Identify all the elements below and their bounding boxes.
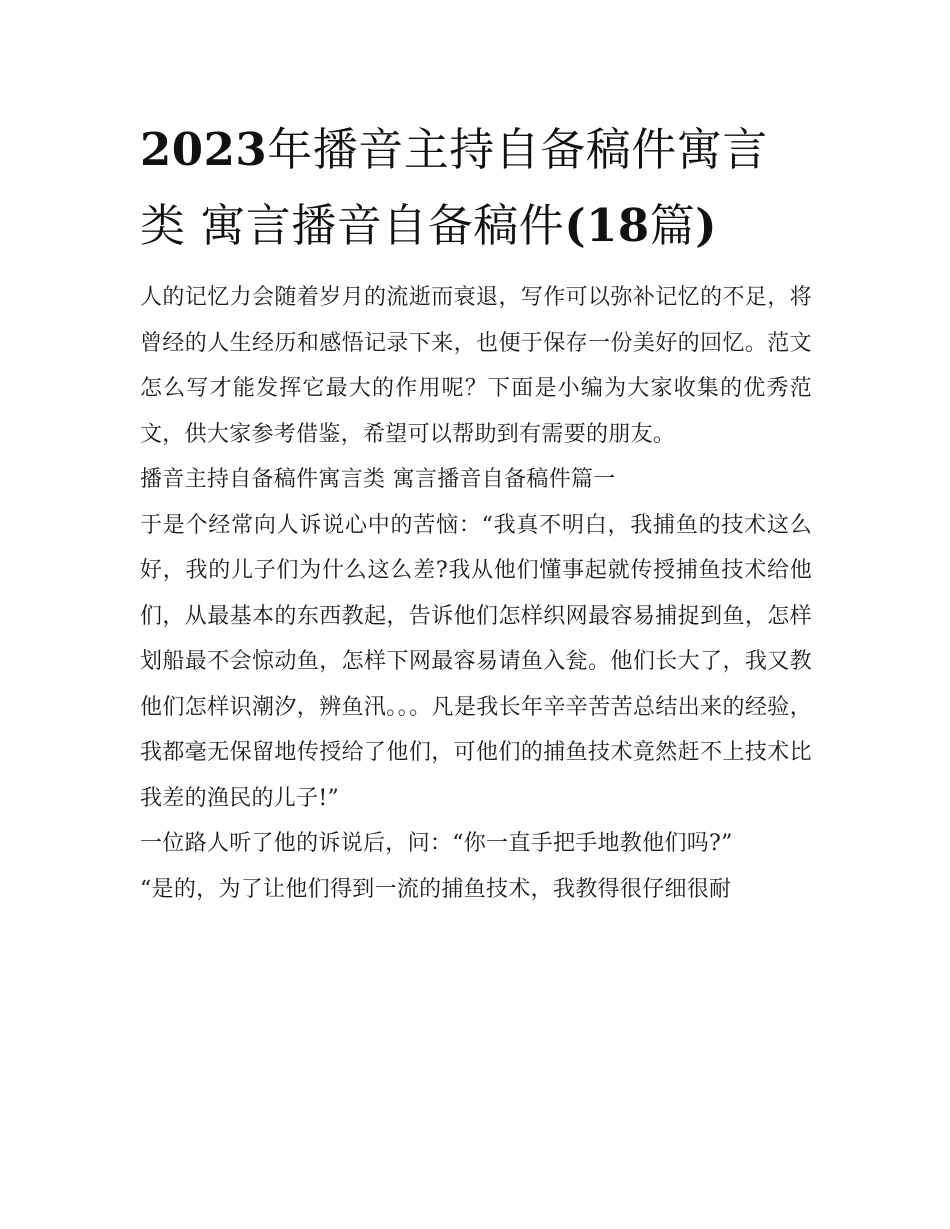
intro-paragraph: 人的记忆力会随着岁月的流逝而衰退，写作可以弥补记忆的不足，将曾经的人生经历和感悟记录下来，也便于保存一份美好的回忆。范文怎么写才能发挥它最大的作用呢？下面是小编为大家收集的优秀范文，供大家参考借鉴，希望可以帮助到有需要的朋友。 bbox=[140, 285, 812, 447]
section-heading: 播音主持自备稿件寓言类 寓言播音自备稿件篇一 bbox=[140, 467, 616, 492]
document-title bbox=[140, 112, 812, 264]
title-part: 篇 bbox=[649, 199, 696, 252]
body-paragraph: “是的，为了让他们得到一流的捕鱼技术，我教得很仔细很耐 bbox=[140, 876, 732, 902]
body-paragraph: 一位路人听了他的诉说后，问：“你一直手把手地教他们吗?” bbox=[140, 831, 733, 856]
body-paragraph: 于是个经常向人诉说心中的苦恼：“我真不明白，我捕鱼的技术这么好，我的儿子们为什么这么差?我从他们懂事起就传授捕鱼技术给他们，从最基本的东西教起，告诉他们怎样织网最容易捕捉到鱼，怎样划船最不会惊动鱼，怎样下网最容易请鱼入瓮。他们长大了，我又教他们怎样识潮汐，辨鱼汛。。。凡是我长年辛辛苦苦总结出来的经验，我都毫无保留地传授给了他们，可他们的捕鱼技术竟然赶不上技术比我差的渔民的儿子!” bbox=[140, 512, 812, 811]
title-part: 2023 bbox=[140, 123, 268, 176]
title-part: 年播音主持自备稿件寓言类 寓言播音自备稿件 bbox=[140, 123, 768, 252]
title-part: (18 bbox=[564, 199, 650, 252]
document-page bbox=[140, 112, 812, 912]
title-part: ) bbox=[695, 199, 718, 252]
